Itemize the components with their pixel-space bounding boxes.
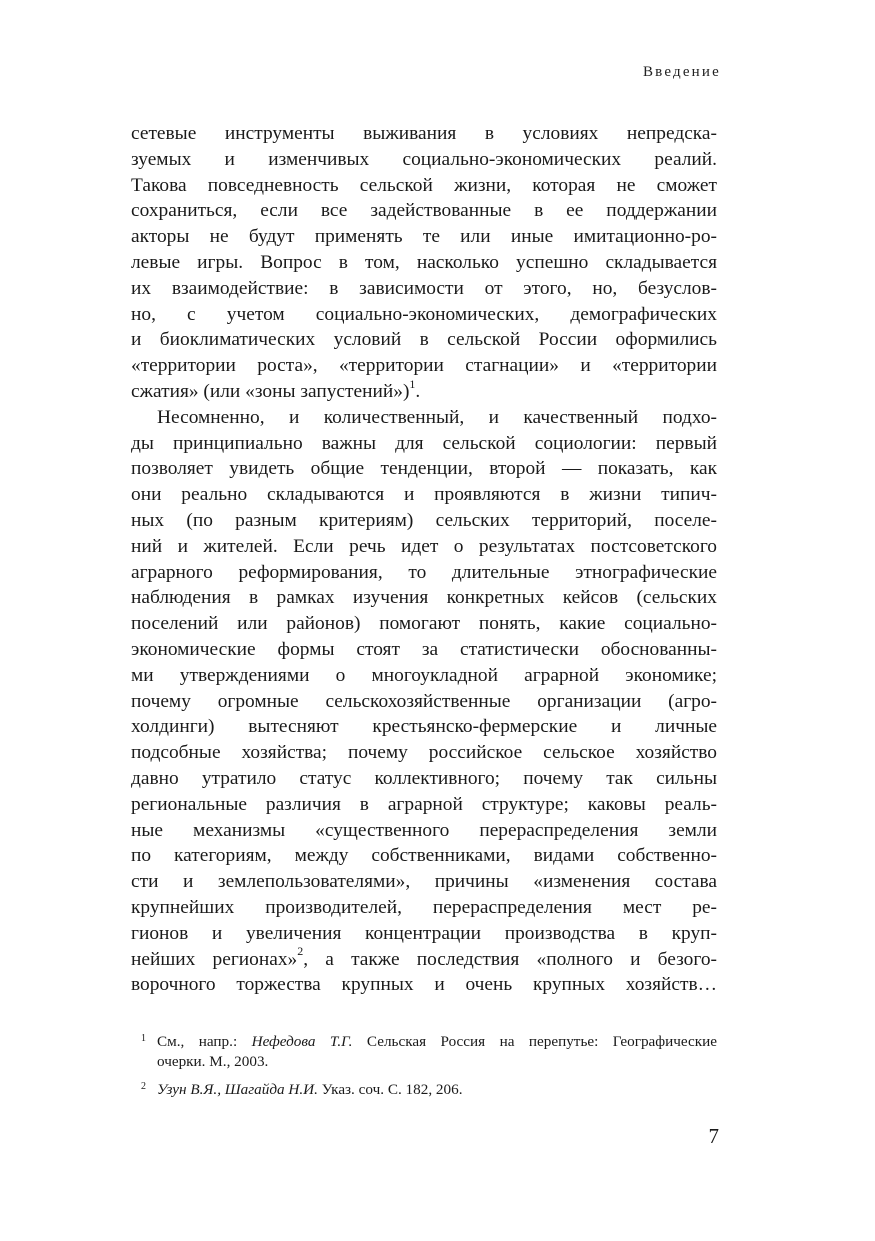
footnote-1 xyxy=(131,1032,717,1072)
text-line: экономические формы стоят за статистически обоснованны- xyxy=(131,638,717,660)
text-line: ные механизмы «существенного перераспределения земли xyxy=(131,819,717,841)
text-line: зуемых и изменчивых социально-экономических реалий. xyxy=(131,148,717,170)
footnote-author: Узун В.Я., Шагайда Н.И. xyxy=(157,1081,318,1098)
footnote-line xyxy=(157,1080,717,1100)
text-line: холдинги) вытесняют крестьянско-фермерские и личные xyxy=(131,716,717,738)
text-fragment: нейших регионах» xyxy=(131,948,298,970)
footnote-2 xyxy=(131,1080,717,1100)
text-line: давно утратило статус коллективного; почему так сильны xyxy=(131,767,717,789)
footnote-prefix: См., напр.: xyxy=(157,1033,252,1050)
text-line: сетевые инструменты выживания в условиях непредска- xyxy=(131,123,717,144)
text-line: но, с учетом социально-экономических, демографических xyxy=(131,303,717,325)
text-line: наблюдения в рамках изучения конкретных кейсов (сельских xyxy=(131,587,717,609)
text-fragment: . xyxy=(415,380,421,402)
text-line xyxy=(131,376,717,405)
main-text xyxy=(131,121,717,998)
text-line: левые игры. Вопрос в том, насколько успешно складывается xyxy=(131,251,717,273)
text-line: по категориям, между собственниками, видами собственно- xyxy=(131,845,717,867)
text-line: позволяет увидеть общие тенденции, второй — показать, как xyxy=(131,458,717,480)
text-line: «территории роста», «территории стагнации» и «территории xyxy=(131,355,717,377)
text-line: Несомненно, и количественный, и качественный подхо- xyxy=(157,406,717,428)
footnote-author: Нефедова Т.Г. xyxy=(251,1033,353,1050)
text-fragment: , а также последствия «полного и безого- xyxy=(303,948,717,970)
text-line: ных (по разным критериям) сельских территорий, поселе- xyxy=(131,509,717,531)
running-title: Введение xyxy=(642,64,721,80)
text-line: ворочного торжества крупных и очень крупных хозяйств… xyxy=(131,974,717,996)
text-line: подсобные хозяйства; почему российское сельское хозяйство xyxy=(131,742,717,764)
text-line: ний и жителей. Если речь идет о результатах постсоветского xyxy=(131,535,717,557)
text-line: гионов и увеличения концентрации производства в круп- xyxy=(131,922,717,944)
text-line: они реально складываются и проявляются в жизни типич- xyxy=(131,484,717,506)
text-line: аграрного реформирования, то длительные этнографические xyxy=(131,561,717,583)
text-line: почему огромные сельскохозяйственные организации (агро- xyxy=(131,690,717,712)
text-line: региональные различия в аграрной структуре; каковы реаль- xyxy=(131,793,717,815)
text-line: сохраниться, если все задействованные в ее поддержании xyxy=(131,200,717,222)
page-number: 7 xyxy=(708,1124,719,1148)
footnote-line: очерки. М., 2003. xyxy=(157,1053,269,1070)
footnotes xyxy=(131,1032,717,1108)
text-fragment: сжатия» (или «зоны запустений») xyxy=(131,380,410,402)
footnote-line xyxy=(157,1032,717,1052)
footnote-number: 2 xyxy=(141,1081,146,1092)
text-line: Такова повседневность сельской жизни, которая не сможет xyxy=(131,174,717,196)
text-line: крупнейших производителей, перераспределения мест ре- xyxy=(131,896,717,918)
text-line xyxy=(131,944,717,973)
text-line: акторы не будут применять те или иные имитационно-ро- xyxy=(131,226,717,248)
text-line: ми утверждениями о многоукладной аграрной экономике; xyxy=(131,664,717,686)
text-line: и биоклиматических условий в сельской России оформились xyxy=(131,329,717,351)
text-line: сти и землепользователями», причины «изменения состава xyxy=(131,871,717,893)
footnote-rest: Указ. соч. С. 182, 206. xyxy=(317,1081,463,1098)
text-line: ды принципиально важны для сельской социологии: первый xyxy=(131,432,717,454)
footnote-number: 1 xyxy=(141,1033,146,1044)
footnote-ref-2[interactable]: 2 xyxy=(297,944,304,959)
footnote-ref-1[interactable]: 1 xyxy=(409,376,416,391)
text-line: их взаимодействие: в зависимости от этого, но, безуслов- xyxy=(131,277,717,299)
footnote-title: Сельская Россия на перепутье: Географические xyxy=(352,1033,717,1050)
text-line: поселений или районов) помогают понять, какие социально- xyxy=(131,613,717,635)
